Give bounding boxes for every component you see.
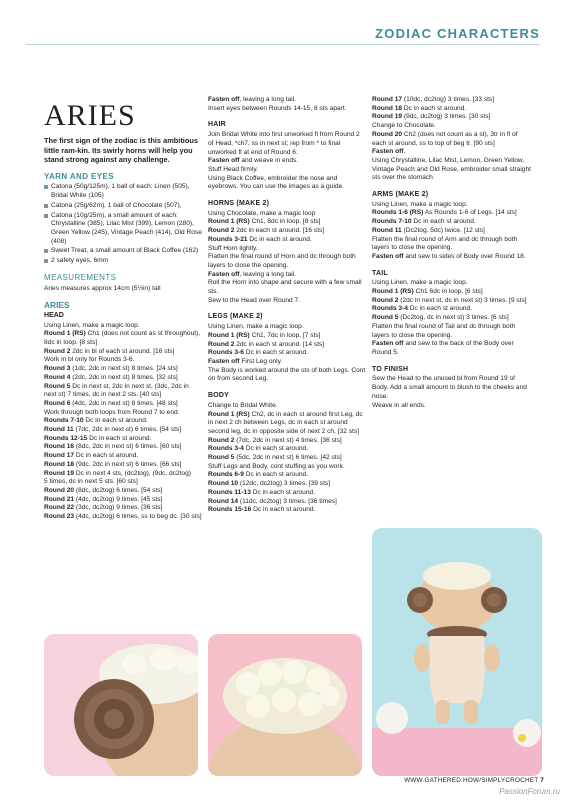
instruction-text: Ch2, dc in each st around first Leg, dc in next 2 ch between Legs, dc in each st around second leg, dc in opposite side of next 2 ch. [32 sts] (208, 410, 363, 435)
instruction-line (44, 513, 202, 522)
instruction-round-label: Round 23 (44, 513, 75, 521)
instruction-line (44, 504, 202, 513)
instruction-line (208, 131, 366, 157)
instruction-line (208, 175, 366, 192)
instruction-text: Work through both loops from Round 7 to end. (44, 408, 180, 416)
column-1 (44, 96, 202, 522)
instruction-text: (2dc, 2dc in next st) 8 times. [32 sts] (70, 373, 178, 381)
column-2 (208, 96, 366, 515)
instruction-round-label: Round 18 (44, 460, 75, 468)
instruction-round-label: Fasten off (372, 252, 404, 260)
instruction-line (208, 332, 366, 341)
instruction-text: 5 times, dc in next 5 sts. [60 sts] (44, 478, 138, 486)
instruction-line (208, 445, 366, 454)
instruction-line (44, 409, 202, 418)
instruction-round-label: Fasten off (208, 157, 240, 165)
instruction-round-label: Round 5 (208, 454, 235, 462)
instruction-line (372, 314, 532, 323)
instruction-text: Stuff Horn lightly. (208, 244, 258, 252)
instruction-round-label: Rounds 7-10 (44, 417, 84, 425)
page-header (0, 0, 566, 44)
intro-text: The first sign of the zodiac is this ambitious little ram-kin. Its swirly horns will help you stand strong against any challenge. (44, 136, 198, 165)
watermark: PassionForum.ru (499, 787, 560, 796)
instruction-text: (4dc, dc2tog) 9 times. [45 sts] (74, 495, 163, 503)
instruction-line (372, 323, 532, 340)
instruction-line (208, 227, 366, 236)
instruction-line (208, 323, 366, 332)
instruction-text: Using Chrystalline, Lilac Mist, Lemon, Green Yellow, Vintage Peach and Old Rose, embroider small straight sts over the stomach. (372, 156, 531, 182)
instruction-text: Dc in each st around. (83, 417, 148, 425)
instruction-line (372, 297, 532, 306)
instruction-round-label: Rounds 7-10 (372, 218, 412, 226)
instruction-text: (9dc, dc2tog) 3 times. [30 sts] (402, 113, 491, 121)
instruction-line (44, 356, 202, 365)
instruction-line (372, 148, 532, 157)
instruction-line (372, 236, 532, 253)
instruction-line (44, 374, 202, 383)
instruction-line (372, 157, 532, 183)
instruction-line (208, 271, 366, 280)
instruction-text: Insert eyes between Rounds 14-15, 8 sts apart. (208, 104, 347, 112)
instruction-line (372, 227, 532, 236)
instruction-round-label: Round 2 (208, 436, 235, 444)
instruction-text: Dc in each st around. (402, 104, 467, 112)
hair-heading: HAIR (208, 121, 226, 129)
aries-amigurumi-image (372, 528, 542, 776)
instruction-line (208, 454, 366, 463)
instruction-line (208, 367, 366, 384)
body-heading: BODY (208, 392, 230, 400)
instruction-line (208, 218, 366, 227)
page-footer (404, 777, 544, 784)
page-number: 7 (540, 777, 544, 784)
instruction-round-label: Round 2 (208, 227, 235, 235)
instruction-text: Weave in all ends. (372, 401, 426, 409)
instruction-text: 2dc in each st around. [16 sts] (234, 227, 325, 235)
instruction-text: (Dc2tog, dc in next st) 3 times. [6 sts] (398, 314, 509, 322)
instruction-round-label: Round 19 (44, 469, 75, 477)
instruction-round-label: Round 1 (RS) (208, 331, 250, 339)
instruction-text: Using Chocolate, make a magic loop (208, 209, 316, 217)
instruction-text: Dc in each st around. (250, 488, 316, 496)
instruction-round-label: Round 5 (44, 382, 71, 390)
instruction-line (208, 402, 366, 411)
yarn-item: Catona (25g/62m), 1 ball of Chocolate (507), (44, 202, 202, 211)
instruction-round-label: Round 21 (44, 495, 75, 503)
instruction-text: , leaving a long tail. (239, 96, 296, 103)
instruction-line (208, 253, 366, 270)
instruction-text: Dc in each st around. (411, 218, 476, 226)
instruction-line (372, 288, 532, 297)
instruction-round-label: Round 20 (44, 486, 75, 494)
instruction-text: Stuff Legs and Body, cont stuffing as you work. (208, 462, 345, 470)
bullet-square-icon (44, 214, 48, 218)
instruction-text: (7dc, 2dc in next st) 4 times. [36 sts] (234, 436, 342, 444)
tail-instructions (372, 279, 532, 357)
instruction-line (372, 209, 532, 218)
yarn-list (44, 183, 202, 265)
instruction-line (208, 506, 366, 515)
instruction-round-label: Fasten off (208, 357, 240, 365)
instruction-text: , leaving a long tail. (239, 270, 296, 278)
instruction-line (208, 463, 366, 472)
instruction-text: (11dc, dc2tog) 3 times. [36 times] (238, 497, 337, 505)
horns-heading: HORNS (MAKE 2) (208, 200, 270, 208)
instruction-line (44, 322, 202, 331)
instruction-line (208, 245, 366, 254)
instruction-line (208, 471, 366, 480)
instruction-round-label: Fasten off (372, 148, 404, 156)
instruction-line (372, 122, 532, 131)
body-continued-instructions (372, 96, 532, 183)
instruction-text: (7dc, 2dc in next st) 6 times. [54 sts] (73, 426, 182, 434)
instruction-round-label: Fasten off (208, 270, 240, 278)
instruction-line (208, 297, 366, 306)
instruction-round-label: Round 4 (44, 373, 71, 381)
instruction-line (372, 96, 532, 105)
instruction-line (208, 411, 366, 437)
instruction-text: Stuff Head firmly. (208, 165, 258, 173)
instruction-round-label: Round 19 (372, 113, 403, 121)
instruction-round-label: Round 17 (44, 452, 75, 460)
head-instructions (44, 322, 202, 522)
instruction-text: Change to Chocolate. (372, 122, 436, 130)
instruction-round-label: Round 11 (44, 426, 74, 434)
instruction-text: and weave in ends. (239, 157, 299, 165)
instruction-round-label: Rounds 11-13 (208, 488, 251, 496)
instruction-text: Dc in next 4 sts, (dc2tog), (9dc, dc2tog) (74, 469, 191, 477)
instruction-line (372, 131, 532, 148)
bullet-square-icon (44, 249, 48, 253)
instruction-line (372, 279, 532, 288)
instruction-round-label: Round 1 (RS) (372, 288, 414, 296)
instruction-round-label: Rounds 3-6 (208, 349, 244, 357)
instruction-line (208, 105, 366, 114)
instruction-round-label: Round 22 (44, 504, 75, 512)
instruction-text: Flatten the final round of Tail and dc through both layers to close the opening. (372, 322, 516, 339)
instruction-round-label: Round 2 (44, 347, 71, 355)
instruction-round-label: Round 5 (372, 314, 399, 322)
instruction-line (208, 157, 366, 166)
instruction-text: Dc in each st around. (251, 506, 316, 514)
instruction-line (208, 480, 366, 489)
instruction-round-label: Round 1 (RS) (208, 410, 250, 418)
instruction-text: (5dc, 2dc in next st) 6 times. [42 sts] (234, 454, 342, 462)
instruction-text: Using Linen, make a magic loop. (372, 279, 468, 287)
hair-closeup-photo (208, 634, 362, 776)
instruction-line (44, 365, 202, 374)
instruction-round-label: Round 3 (44, 365, 71, 373)
instruction-round-label: Rounds 3-4 (372, 305, 408, 313)
head-heading: HEAD (44, 311, 64, 319)
bullet-square-icon (44, 259, 48, 263)
instruction-round-label: Rounds 15-16 (208, 506, 252, 514)
instruction-text: (9dc, 2dc in next st) 6 times. [66 sts] (74, 460, 182, 468)
instruction-round-label: Round 6 (44, 399, 71, 407)
instruction-line (208, 489, 366, 498)
finish-heading: TO FINISH (372, 365, 409, 373)
instruction-line (372, 218, 532, 227)
measurements-heading: MEASUREMENTS (44, 272, 117, 282)
instruction-line (208, 341, 366, 350)
instruction-text: (8dc, dc2tog) 6 times. [54 sts] (74, 486, 163, 494)
aries-amigurumi-photo (372, 528, 542, 776)
hair-closeup-image (208, 634, 362, 776)
yarn-item: Catona (50g/125m), 1 ball of each: Linen (505), Bridal White (105) (44, 183, 202, 200)
instruction-line (208, 437, 366, 446)
instruction-round-label: Rounds 1-6 (RS) (372, 209, 424, 217)
instruction-line (44, 435, 202, 444)
bullet-square-icon (44, 204, 48, 208)
body-instructions (208, 402, 366, 515)
instruction-text: Ch1, 7dc in loop. [7 sts] (249, 331, 321, 339)
instruction-round-label: Round 2 (372, 296, 399, 304)
instruction-line (44, 487, 202, 496)
instruction-text: Dc in next st, 2dc in next st, (3dc, 2dc in next st) 7 times, dc in next 2 sts. [40 sts] (44, 382, 189, 399)
instruction-round-label: Rounds 3-21 (208, 235, 248, 243)
page-title: ARIES (44, 99, 136, 132)
instruction-text: Dc in each st around. (247, 235, 312, 243)
instruction-line (44, 348, 202, 357)
instruction-line (372, 305, 532, 314)
instruction-round-label: Rounds 12-15 (44, 434, 88, 442)
instruction-text: (Dc2tog, 5dc) twice. [12 sts] (401, 226, 485, 234)
instruction-text: Flatten the final round of Arm and dc through both layers to close the opening. (372, 235, 518, 252)
instruction-line (208, 279, 366, 296)
instruction-line (44, 478, 202, 487)
instruction-round-label: Round 11 (372, 226, 402, 234)
section-title: ZODIAC CHARACTERS (375, 26, 540, 41)
instruction-text: Change to Bridal White. (208, 401, 278, 409)
instruction-line (208, 96, 366, 105)
yarn-item: 2 safety eyes, 6mm (44, 257, 202, 266)
instruction-text: Sew to the Head over Round 7. (208, 296, 301, 304)
tail-heading: TAIL (372, 269, 388, 277)
instruction-round-label: Round 14 (208, 497, 239, 505)
instruction-line (44, 383, 202, 400)
instruction-text: Dc in each st around. (243, 445, 309, 453)
instruction-text: (3dc, dc2tog) 9 times. [36 sts] (74, 504, 163, 512)
instruction-round-label: Round 1 (RS) (44, 330, 86, 338)
instruction-round-label: Fasten off (372, 340, 404, 348)
instruction-line (44, 461, 202, 470)
horns-instructions (208, 210, 366, 306)
instruction-line (372, 113, 532, 122)
instruction-line (372, 375, 532, 401)
instruction-text: Dc in each st around. (243, 349, 309, 357)
header-divider (26, 44, 540, 45)
instruction-text: (4dc, dc2tog) 6 times, ss to beg dc. [30 sts] (74, 513, 202, 521)
instruction-line (44, 452, 202, 461)
pattern-title: ARIES (44, 300, 70, 311)
instruction-line (44, 443, 202, 452)
instruction-line (44, 330, 202, 347)
yarn-heading: YARN AND EYES (44, 171, 114, 181)
instruction-text: (1dc, 2dc in next st) 8 times. [24 sts] (70, 365, 178, 373)
instruction-text: (12dc, dc2tog) 3 times. [39 sts] (238, 480, 331, 488)
instruction-text: 2dc in each st around. [14 sts] (234, 340, 325, 348)
instruction-line (372, 402, 532, 411)
column-3 (372, 96, 532, 410)
instruction-text: Join Bridal White into first unworked fl from Round 2 of Head, *ch7, ss in next st; rep from * to final unworked fl at end of Round 6. (208, 131, 360, 156)
instruction-round-label: Round 16 (44, 443, 75, 451)
instruction-round-label: Round 18 (372, 104, 403, 112)
footer-url: WWW.GATHERED.HOW/SIMPLYCROCHET (404, 777, 539, 784)
instruction-text: Work in bl only for Rounds 3-6. (44, 356, 135, 364)
instruction-line (208, 236, 366, 245)
instruction-text: The Body is worked around the sts of both Legs. Cont on from second Leg. (208, 366, 366, 383)
instruction-line (372, 340, 532, 357)
legs-heading: LEGS (MAKE 2) (208, 313, 263, 321)
arms-heading: ARMS (MAKE 2) (372, 191, 429, 199)
instruction-text: Ch1 (does not count as st throughout), 8dc in loop. [8 sts] (44, 330, 201, 347)
instruction-text: (10dc, dc2tog) 3 times. [33 sts] (402, 96, 495, 103)
yarn-item: Sweet Treat, a small amount of Black Coffee (162) (44, 247, 202, 256)
instruction-text: As Rounds 1-6 of Legs. [14 sts] (423, 209, 517, 217)
instruction-line (372, 105, 532, 114)
instruction-line (44, 496, 202, 505)
hair-instructions (208, 131, 366, 192)
instruction-text: Roll the Horn into shape and secure with a few small sts. (208, 279, 362, 296)
instruction-text: (2dc in next st, dc in next st) 3 times. [9 sts] (398, 296, 527, 304)
yarn-item: Catona (10g/25m), a small amount of each: Chrystalline (385), Lilac Mist (399), Lemon (280), Green Yellow (245), Vintage Peach (414), Old Rose (408) (44, 212, 202, 247)
instruction-text: and sew to sides of Body over Round 18. (403, 252, 526, 260)
horn-closeup-photo (44, 634, 198, 776)
instruction-line (44, 400, 202, 409)
instruction-round-label: Round 10 (208, 480, 239, 488)
instruction-text: Using Linen, make a magic loop. (208, 323, 304, 331)
instruction-text: and sew to the back of the Body over Round 5. (372, 340, 514, 356)
instruction-round-label: Rounds 3-4 (208, 445, 244, 453)
instruction-text: Ch2 (does not count as a st), 3tr in fl of each st around, ss to top of beg tr. [90 sts] (372, 130, 518, 147)
legs-instructions (208, 323, 366, 384)
instruction-line (372, 201, 532, 210)
instruction-line (208, 166, 366, 175)
horn-closeup-image (44, 634, 198, 776)
instruction-text: First Leg only. (239, 357, 283, 365)
instruction-text: Sew the Head to the unused bl from Round 19 of Body. Add a small amount to blush to the cheeks and nose. (372, 375, 527, 400)
instruction-round-label: Round 17 (372, 96, 403, 103)
finish-instructions (372, 375, 532, 410)
instruction-text: Using Black Coffee, embroider the nose and eyebrows. You can use the images as a guide. (208, 174, 344, 191)
instruction-text: . (403, 148, 406, 156)
instruction-text: Dc in each st around. (74, 452, 139, 460)
instruction-text: Dc in each st around. (407, 305, 473, 313)
instruction-line (208, 210, 366, 219)
instruction-round-label: Round 2 (208, 340, 235, 348)
instruction-text: Dc in each st around. (243, 471, 309, 479)
arms-instructions (372, 201, 532, 262)
instruction-text: Ch1 6dc in loop. [6 sts] (413, 288, 483, 296)
instruction-line (208, 358, 366, 367)
instruction-round-label: Rounds 6-9 (208, 471, 244, 479)
instruction-text: Dc in each st around. (87, 434, 152, 442)
instruction-text: Using Linen, make a magic loop. (44, 321, 140, 329)
instruction-text: (8dc, 2dc in next st) 6 times. [60 sts] (74, 443, 182, 451)
instruction-line (208, 349, 366, 358)
instruction-line (44, 470, 202, 479)
instruction-text: (4dc, 2dc in next st) 8 times. [48 sts] (70, 399, 178, 407)
instruction-text: Flatten the final round of Horn and dc through both layers to close the opening. (208, 253, 356, 269)
instruction-line (44, 426, 202, 435)
bullet-square-icon (44, 185, 48, 189)
instruction-text: Ch1, 8dc in loop. [8 sts] (249, 218, 321, 226)
instruction-line (208, 498, 366, 507)
fasten-off-instructions (208, 96, 366, 113)
instruction-line (44, 417, 202, 426)
measurements-text: Aries measures approx 14cm (5½in) tall (44, 284, 161, 292)
instruction-text: 2dc in bl of each st around. [16 sts] (70, 347, 175, 355)
instruction-round-label: Round 20 (372, 130, 403, 138)
instruction-round-label: Fasten off (208, 96, 240, 103)
instruction-line (372, 253, 532, 262)
instruction-round-label: Round 1 (RS) (208, 218, 250, 226)
instruction-text: Using Linen, make a magic loop. (372, 200, 468, 208)
